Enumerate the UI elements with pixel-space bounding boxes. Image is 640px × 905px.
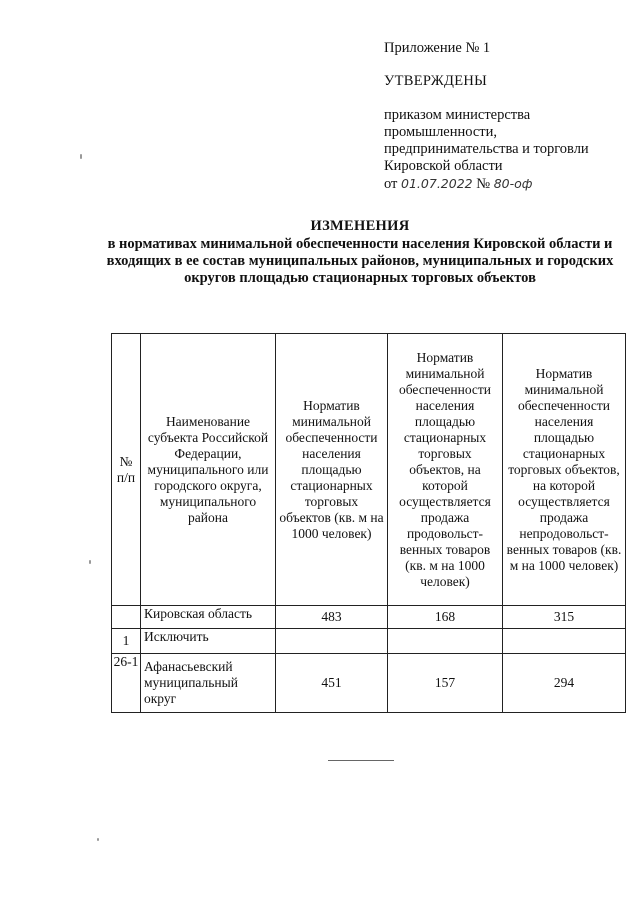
date-prefix: от [384,176,398,192]
handwritten-number: 80-оф [493,176,533,191]
order-date-line [384,175,624,193]
cell-food: 157 [388,654,503,713]
cell-number [112,606,141,629]
appendix-label: Приложение № 1 [384,40,491,56]
number-sign: № [476,176,491,192]
header-cell-total: Норматив минимальной обеспеченности населения площадью стационарных торговых объектов (кв. м на 1000 человек) [276,334,388,606]
cell-number: 1 [112,629,141,654]
cell-name: Кировская область [141,606,276,629]
title-subtitle: в нормативах минимальной обеспеченности населения Кировской области и входящих в ее состав муниципальных районов, муниципальных и городских округов площадью стационарных торговых объектов [106,236,614,286]
scan-speck [89,560,91,564]
cell-total [276,629,388,654]
cell-nonfood: 294 [503,654,626,713]
approved-label: УТВЕРЖДЕНЫ [384,73,488,89]
cell-name: Афанасьевский муниципальный округ [141,654,276,713]
order-line: Кировской области [384,158,503,174]
header-cell-number: № п/п [112,334,141,606]
table-row [112,629,626,654]
cell-food: 168 [388,606,503,629]
header-cell-food: Норматив минимальной обеспеченности населения площадью стационарных торговых объектов, на которой осуществляется продажа продовольст-венных товаров (кв. м на 1000 человек) [388,334,503,606]
table-row [112,654,626,713]
approval-block [384,40,624,193]
table-row [112,606,626,629]
order-line: предпринимательства и торговли [384,141,589,157]
cell-nonfood [503,629,626,654]
scan-speck [80,154,82,159]
title-main: ИЗМЕНЕНИЯ [310,218,410,234]
cell-total: 451 [276,654,388,713]
header-cell-name: Наименование субъекта Российской Федерации, муниципального или городского округа, муниципального района [141,334,276,606]
header-cell-nonfood: Норматив минимальной обеспеченности населения площадью стационарных торговых объектов, на которой осуществляется продажа непродовольст-венных товаров (кв. м на 1000 человек) [503,334,626,606]
cell-name: Исключить [141,629,276,654]
cell-nonfood: 315 [503,606,626,629]
order-line: промышленности, [384,124,498,140]
norms-table [111,333,626,713]
end-of-document-line [328,760,394,761]
order-line: приказом министерства [384,107,531,123]
cell-total: 483 [276,606,388,629]
order-text [384,107,624,193]
document-title [100,218,620,287]
cell-food [388,629,503,654]
handwritten-date: 01.07.2022 [401,176,473,191]
cell-number: 26-1 [112,654,141,713]
table-header-row [112,334,626,606]
scan-speck [97,838,99,841]
